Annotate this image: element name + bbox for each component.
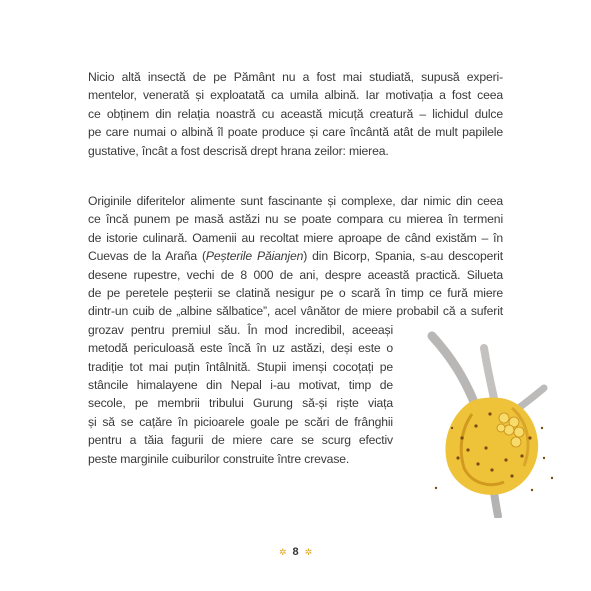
text-line: și să se cațăre în picioarele goale pe scări de frânghii bbox=[88, 414, 393, 429]
text-line: Originile diferitelor alimente sunt fascinante și complexe, dar nimic din ceea bbox=[88, 194, 503, 208]
text-line: tradiție tot mai puțin întâlnită. Stupii imenși cocoțați pe bbox=[88, 359, 393, 374]
text-line: dintr-un cuib de „albine sălbatice”, acel vânător de miere probabil că a suferit bbox=[88, 304, 503, 319]
italic-cave-name: Peșterile Păianjen bbox=[205, 249, 304, 264]
text-line: pentru a tăia fagurii de miere care se scurg efectiv bbox=[88, 433, 393, 448]
bee-nest-icon bbox=[392, 318, 591, 518]
text-line: de pe peretele peșterii se clatină nesigur pe o scară în timp ce fură miere bbox=[88, 286, 503, 301]
text-line: peste marginile cuiburilor construite între crevase. bbox=[88, 451, 350, 466]
text-line: metodă periculoasă este încă în uz astăzi, deși este o bbox=[88, 341, 393, 356]
text-line: gustative, încât a fost descrisă drept hrana zeilor: mierea. bbox=[88, 143, 389, 158]
text-line: desene rupestre, vechi de 8 000 de ani, despre această practică. Silueta bbox=[88, 267, 503, 282]
text-line: mentelor, venerată și exploatată ca umila albină. Iar motivația a fost ceea bbox=[88, 88, 503, 103]
page-number: 8 bbox=[292, 546, 299, 558]
text-line: stâncile himalayene din Nepal i-au motivat, timp de bbox=[88, 378, 393, 393]
paragraph-intro bbox=[88, 68, 503, 160]
text-line-with-italic bbox=[88, 247, 503, 265]
text-line: secole, pe membrii tribului Gurung să-și riște viața bbox=[88, 396, 393, 411]
wild-bee-nest-illustration bbox=[392, 318, 591, 518]
text-fragment: ) din Bicorp, Spania, s-au descoperit bbox=[303, 249, 503, 264]
page-footer bbox=[0, 546, 591, 558]
text-line: de istorie culinară. Oamenii au recoltat miere aproape de când existăm – în bbox=[88, 230, 503, 245]
text-line: ce încă punem pe masă astăzi nu se poate compara cu mierea în termeni bbox=[88, 212, 503, 227]
footer-ornament-right-icon: ✲ bbox=[304, 547, 313, 557]
text-fragment: Cuevas de la Araña ( bbox=[88, 249, 206, 264]
text-line: grozav pentru premiul său. În mod incredibil, aceeași bbox=[88, 322, 393, 337]
footer-ornament-left-icon: ✲ bbox=[278, 547, 287, 557]
text-line: ce obținem din relația noastră cu această micuță creatură – lichidul dulce bbox=[88, 106, 503, 121]
text-line: Nicio altă insectă de pe Pământ nu a fost mai studiată, supusă experi- bbox=[88, 70, 503, 84]
text-line: pe care numai o albină îl poate produce și care încântă atât de mult papilele bbox=[88, 125, 503, 140]
